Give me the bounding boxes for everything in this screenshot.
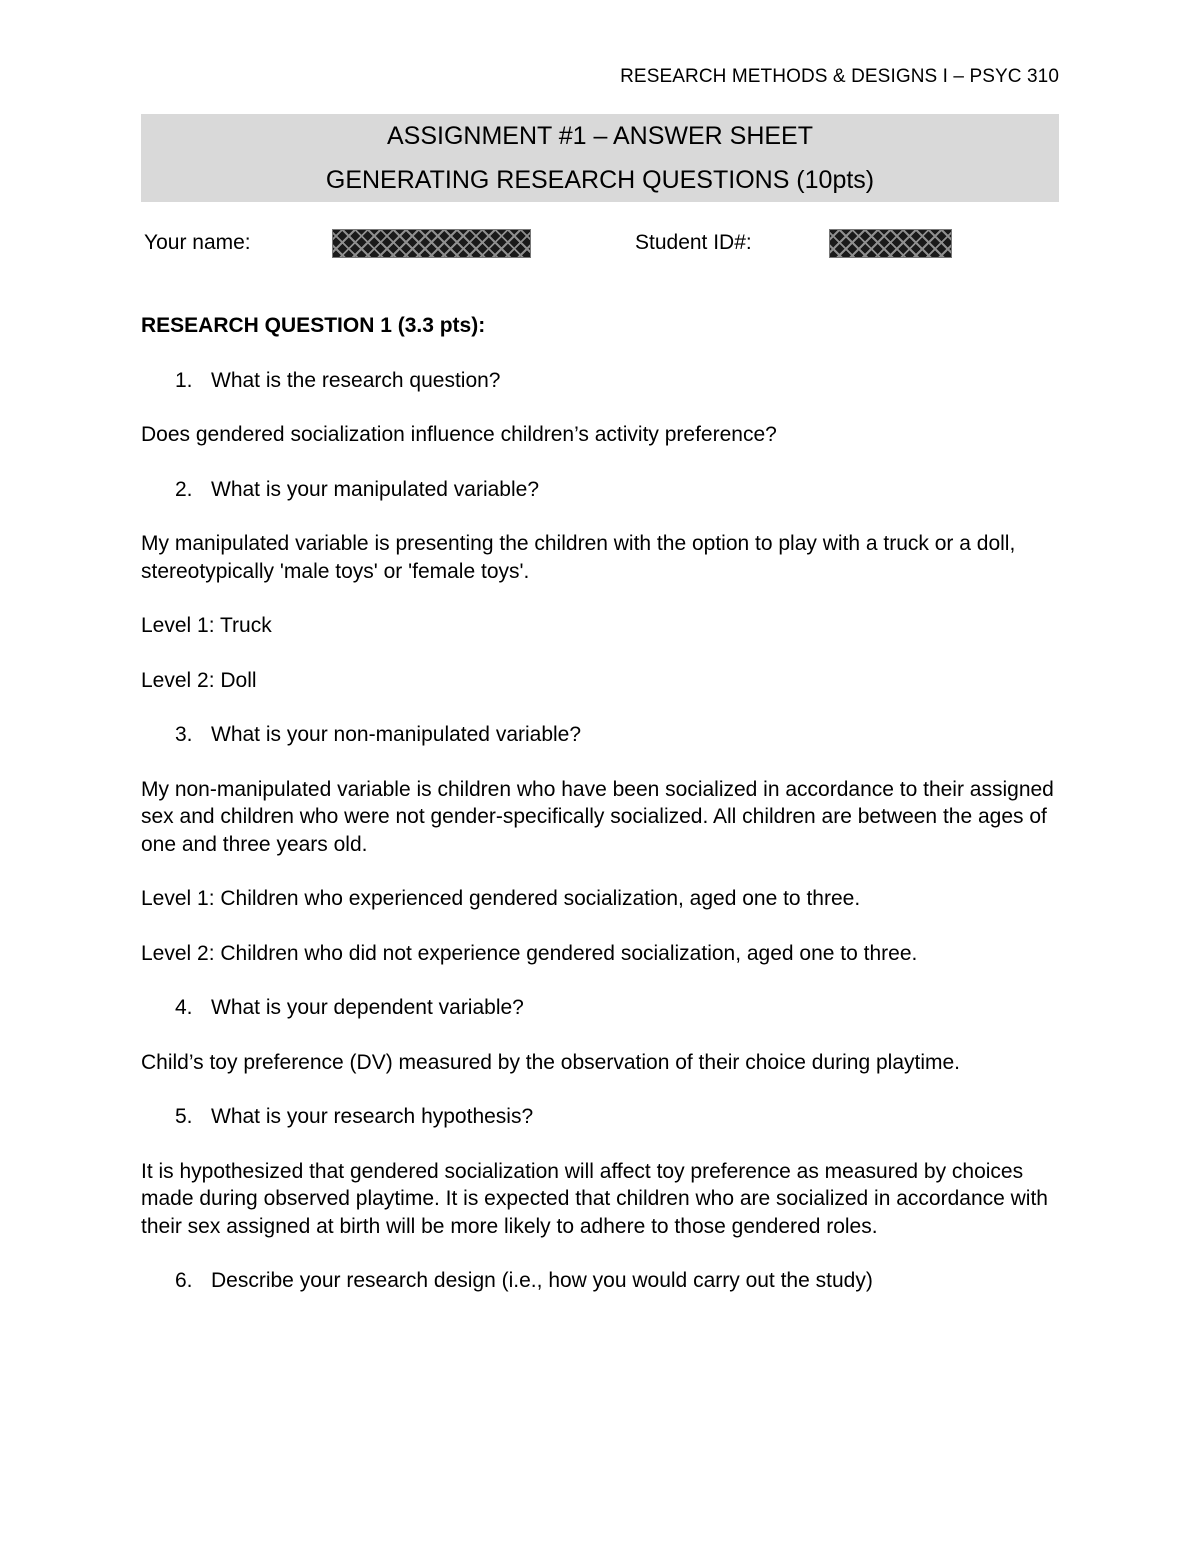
section-heading: RESEARCH QUESTION 1 (3.3 pts): xyxy=(141,314,486,337)
question-text: What is your non-manipulated variable? xyxy=(211,723,582,746)
question-2 xyxy=(141,476,1059,504)
student-info-row xyxy=(141,229,1059,259)
question-number: 1. xyxy=(175,368,193,392)
question-number: 6. xyxy=(175,1269,193,1292)
answer-2: My manipulated variable is presenting the children with the option to play with a truck or a doll, stereotypically 'male toys' or 'female toys'. xyxy=(141,532,1016,583)
redacted-name-field xyxy=(332,229,531,258)
course-header: RESEARCH METHODS & DESIGNS I – PSYC 310 xyxy=(620,66,1059,87)
question-text: What is the research question? xyxy=(211,368,501,392)
question-text: What is your dependent variable? xyxy=(211,996,524,1019)
name-label: Your name: xyxy=(144,231,251,254)
question-3 xyxy=(141,721,1059,749)
question-6 xyxy=(141,1267,1059,1295)
assignment-title: ASSIGNMENT #1 – ANSWER SHEET xyxy=(386,122,814,150)
student-id-label: Student ID#: xyxy=(635,231,752,254)
answer-content xyxy=(141,312,1059,1322)
question-text: What is your manipulated variable? xyxy=(211,477,540,501)
question-text: What is your research hypothesis? xyxy=(211,1105,534,1128)
question-1 xyxy=(141,367,1059,395)
title-banner xyxy=(141,114,1059,202)
assignment-subtitle: GENERATING RESEARCH QUESTIONS (10pts) xyxy=(325,166,875,194)
question-number: 4. xyxy=(175,996,193,1019)
answer-3-level-2: Level 2: Children who did not experience gendered socialization, aged one to three. xyxy=(141,941,918,965)
answer-3: My non-manipulated variable is children who have been socialized in accordance to their assigned sex and children who were not gender-specifically socialized. All children are between the ages of one and three years old. xyxy=(141,777,1054,856)
answer-5: It is hypothesized that gendered socialization will affect toy preference as measured by choices made during observed playtime. It is expected that children who are socialized in accordance with their sex assigned at birth will be more likely to adhere to those gendered roles. xyxy=(141,1159,1048,1238)
answer-4: Child’s toy preference (DV) measured by the observation of their choice during playtime. xyxy=(141,1050,961,1074)
question-number: 3. xyxy=(175,723,193,746)
question-number: 2. xyxy=(175,477,193,501)
answer-2-level-1: Level 1: Truck xyxy=(141,614,272,637)
redacted-student-id-field xyxy=(829,229,952,258)
question-4 xyxy=(141,994,1059,1022)
answer-3-level-1: Level 1: Children who experienced gendered socialization, aged one to three. xyxy=(141,887,861,910)
answer-1: Does gendered socialization influence children’s activity preference? xyxy=(141,423,777,446)
question-number: 5. xyxy=(175,1105,193,1128)
question-text: Describe your research design (i.e., how you would carry out the study) xyxy=(211,1269,873,1292)
question-5 xyxy=(141,1103,1059,1131)
answer-2-level-2: Level 2: Doll xyxy=(141,668,257,692)
